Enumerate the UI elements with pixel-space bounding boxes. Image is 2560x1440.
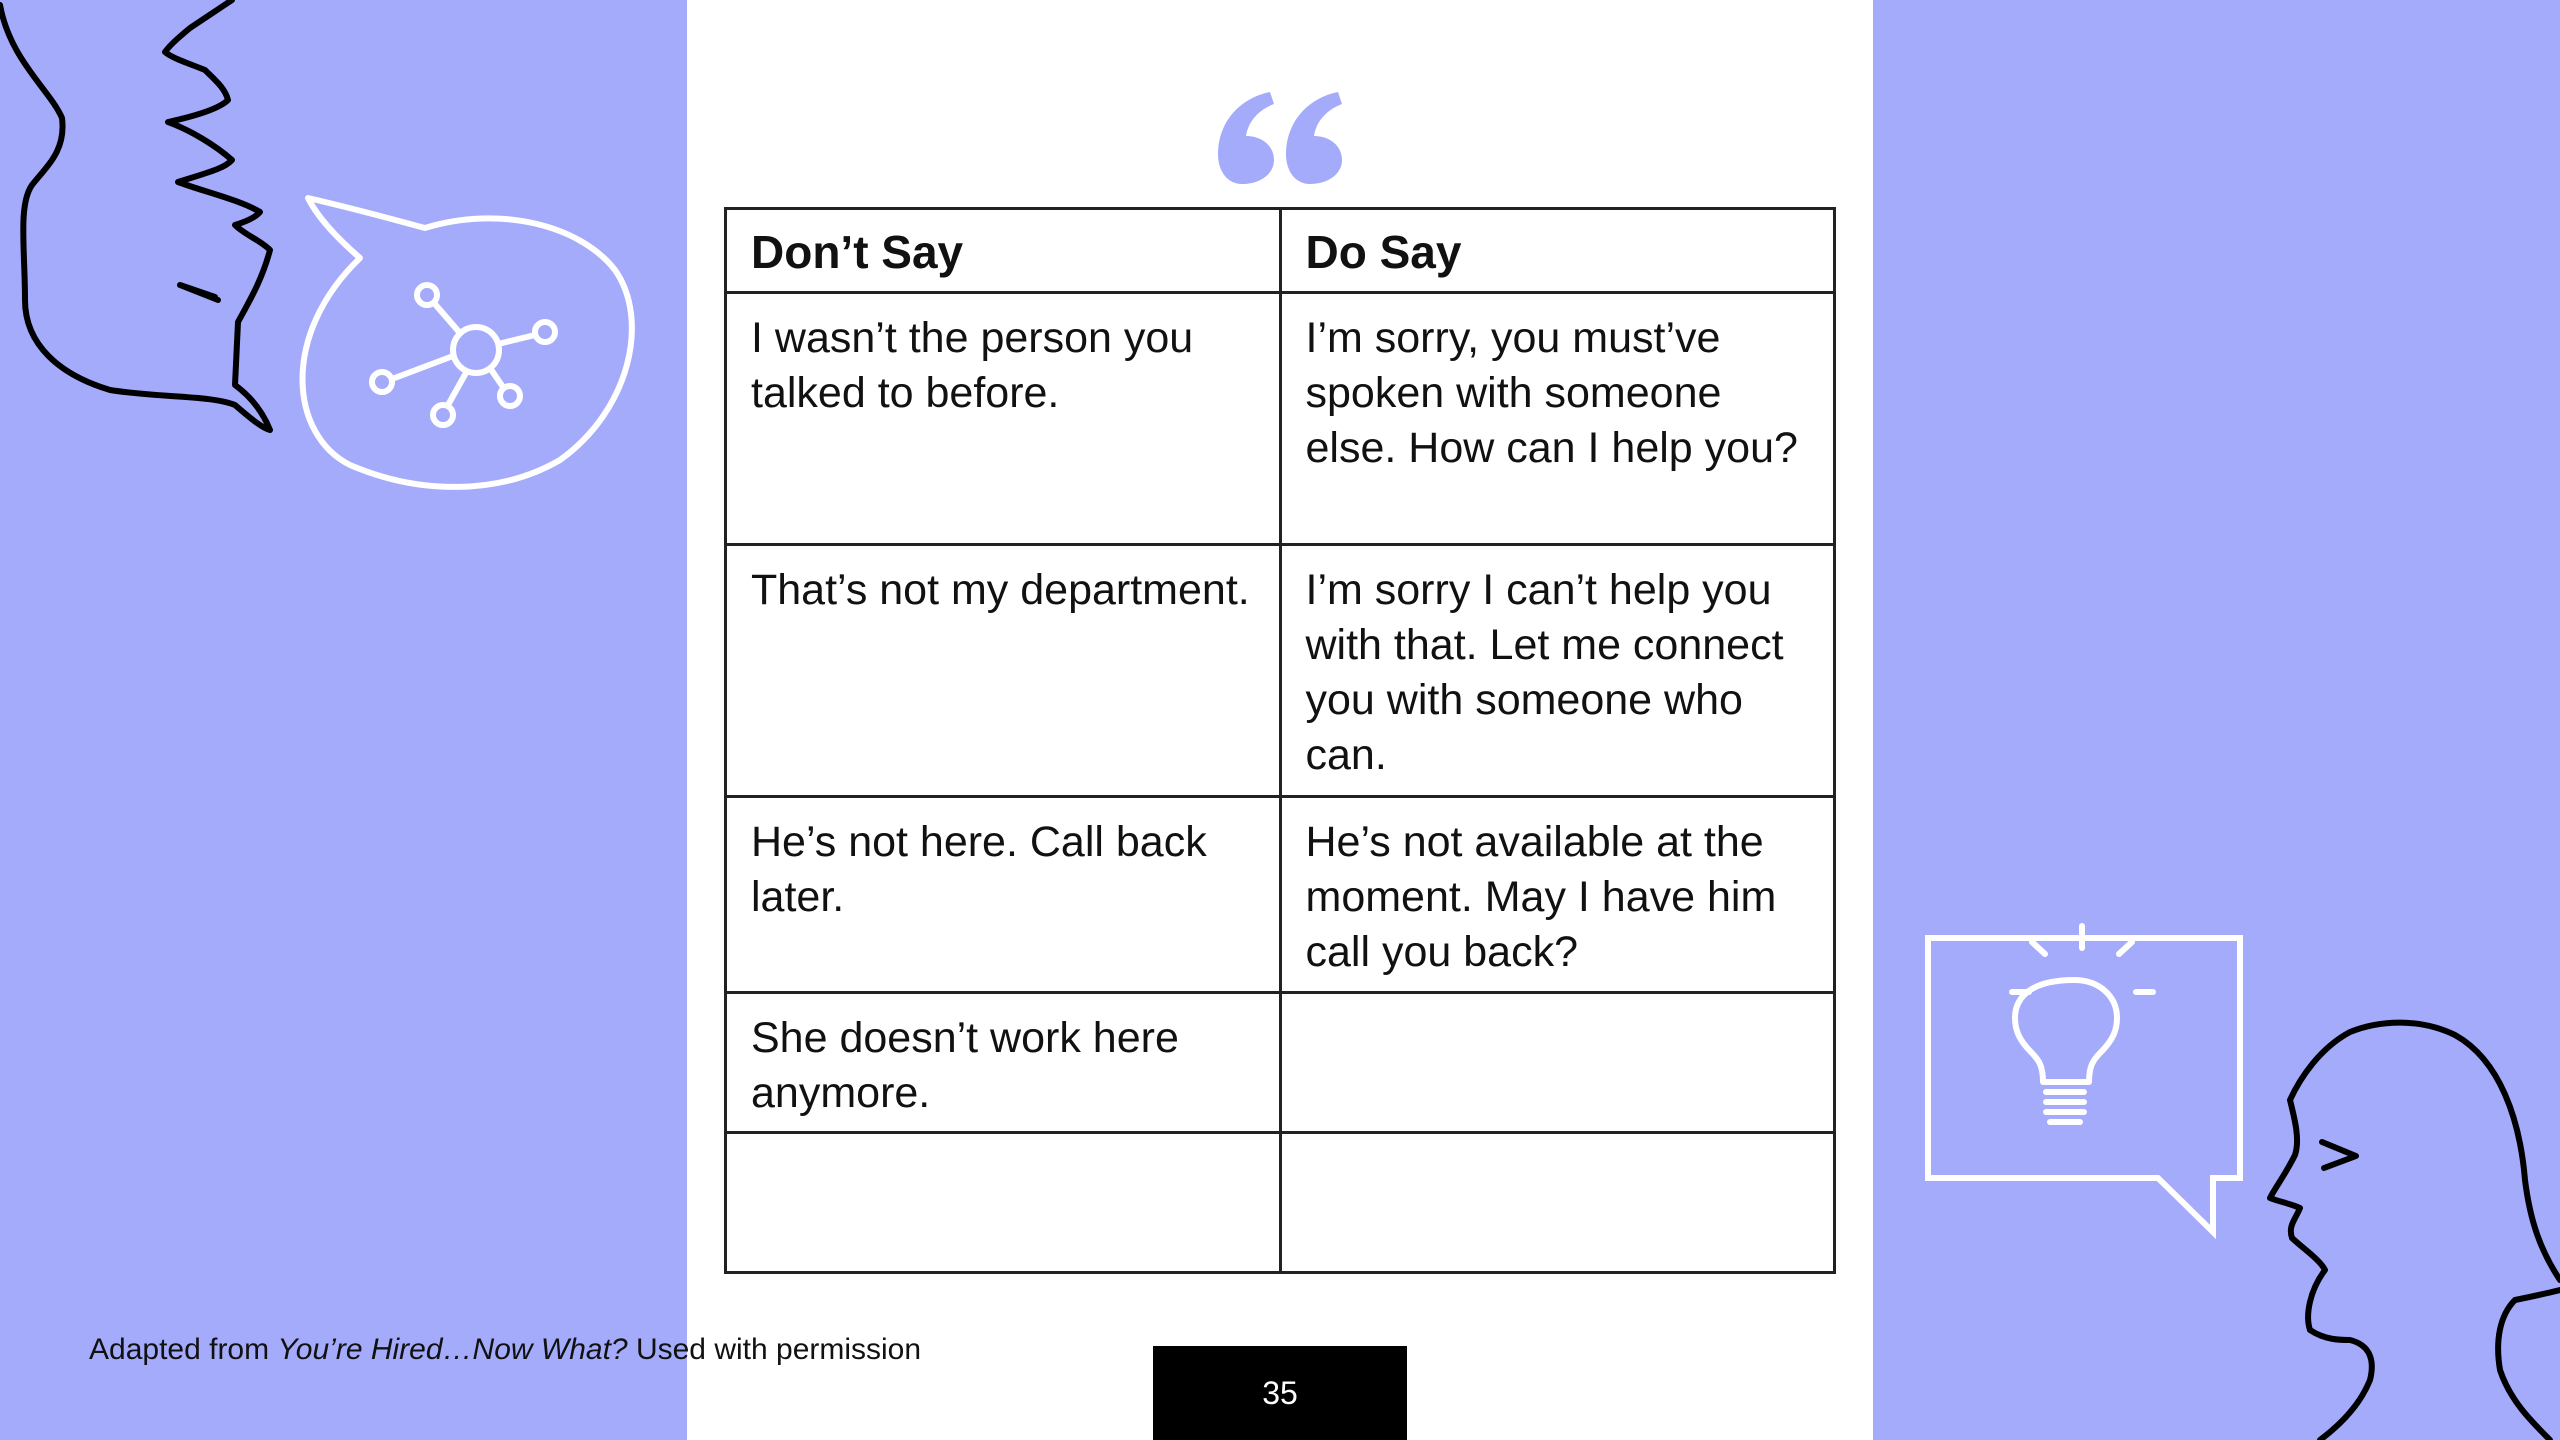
header-dont-say: Don’t Say <box>726 209 1281 293</box>
left-face-eye <box>180 285 218 300</box>
right-face-eye <box>2322 1142 2356 1168</box>
attribution-prefix: Adapted from <box>89 1333 270 1366</box>
do-say-cell <box>1280 1133 1835 1273</box>
open-quote-icon <box>1218 92 1342 184</box>
dont-say-cell: He’s not here. Call back later. <box>726 797 1281 993</box>
network-icon <box>372 285 555 425</box>
attribution-suffix: Used with permission <box>635 1333 922 1366</box>
dont-say-do-say-table <box>724 207 1836 1274</box>
dont-say-cell: I wasn’t the person you talked to before. <box>726 293 1281 545</box>
dont-say-cell: She doesn’t work here anymore. <box>726 993 1281 1133</box>
page-number-box <box>1153 1346 1407 1440</box>
lightbulb-icon <box>2012 926 2153 1122</box>
left-face-outline <box>0 0 270 430</box>
do-say-cell: He’s not available at the moment. May I have him call you back? <box>1280 797 1835 993</box>
table-row <box>726 293 1835 545</box>
do-say-cell: I’m sorry, you must’ve spoken with someone else. How can I help you? <box>1280 293 1835 545</box>
attribution-title: You’re Hired…Now What? <box>277 1333 628 1366</box>
right-speaker-illustration <box>1900 920 2560 1440</box>
do-say-cell: I’m sorry I can’t help you with that. Let me connect you with someone who can. <box>1280 545 1835 797</box>
do-say-cell <box>1280 993 1835 1133</box>
attribution-text <box>89 1333 921 1367</box>
right-shoulder-outline <box>2498 1290 2560 1440</box>
right-face-outline <box>2270 1023 2560 1440</box>
dont-say-cell: That’s not my department. <box>726 545 1281 797</box>
left-speaker-illustration <box>0 0 700 520</box>
dont-say-cell <box>726 1133 1281 1273</box>
left-speech-bubble <box>303 198 632 487</box>
table-header-row <box>726 209 1835 293</box>
header-do-say: Do Say <box>1280 209 1835 293</box>
table-row <box>726 545 1835 797</box>
table-row <box>726 993 1835 1133</box>
page-number: 35 <box>1262 1374 1298 1411</box>
table-row <box>726 797 1835 993</box>
table-row <box>726 1133 1835 1273</box>
